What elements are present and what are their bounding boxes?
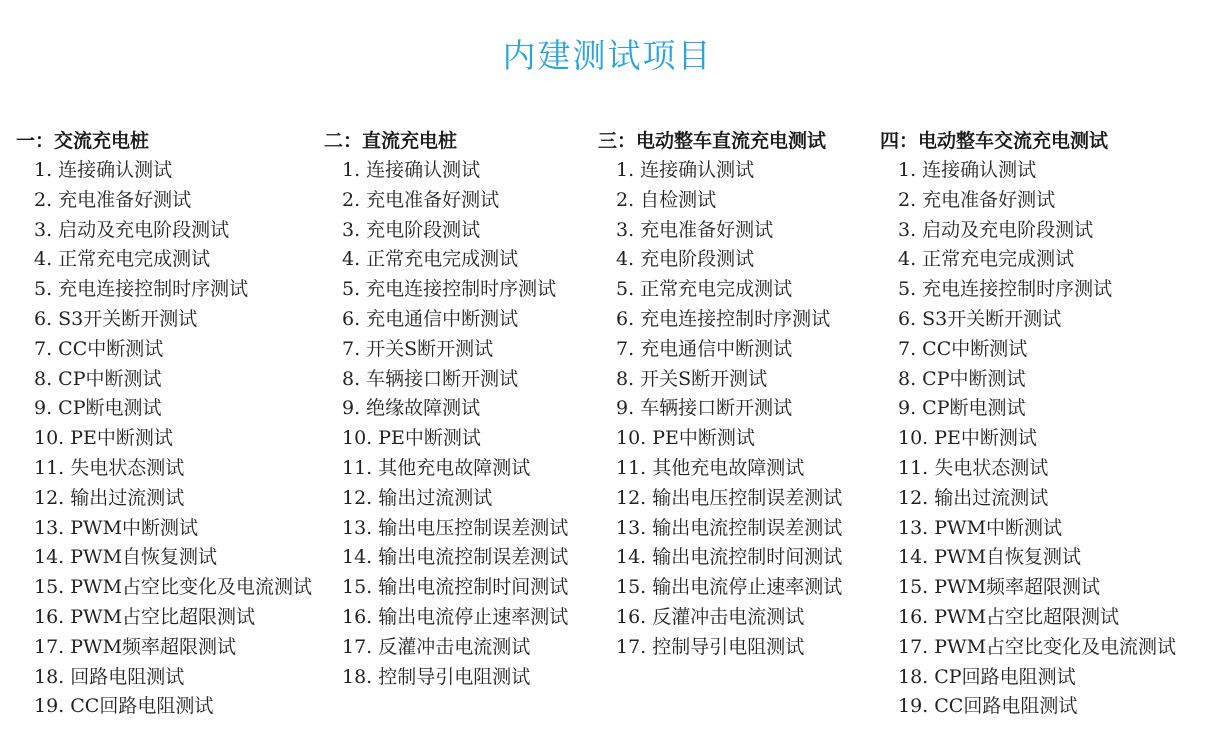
list-item: 3. 启动及充电阶段测试 bbox=[34, 218, 230, 241]
section-heading: 一：交流充电桩 bbox=[16, 130, 150, 152]
list-item: 4. 正常充电完成测试 bbox=[34, 248, 211, 271]
list-item: 7. CC中断测试 bbox=[34, 337, 164, 360]
list-item: 7. 开关S断开测试 bbox=[342, 337, 494, 360]
list-item: 8. 开关S断开测试 bbox=[616, 367, 768, 390]
list-item: 9. CP断电测试 bbox=[34, 397, 162, 420]
list-item: 15. 输出电流停止速率测试 bbox=[616, 576, 843, 599]
list-item: 1. 连接确认测试 bbox=[898, 159, 1037, 181]
list-item: 4. 正常充电完成测试 bbox=[342, 248, 519, 271]
section-ev-dc-charging-test bbox=[598, 126, 842, 663]
list-item: 13. 输出电流控制误差测试 bbox=[616, 516, 843, 539]
page-title: 内建测试项目 bbox=[502, 36, 713, 75]
list-item: 8. CP中断测试 bbox=[34, 367, 162, 390]
list-item: 9. 绝缘故障测试 bbox=[342, 397, 481, 420]
list-item: 13. 输出电压控制误差测试 bbox=[342, 516, 569, 539]
list-item: 12. 输出过流测试 bbox=[898, 486, 1049, 509]
test-item-list bbox=[598, 156, 842, 663]
list-item: 14. PWM自恢复测试 bbox=[34, 546, 218, 569]
test-item-list bbox=[16, 156, 312, 722]
list-item: 10. PE中断测试 bbox=[34, 427, 173, 450]
list-item: 11. 其他充电故障测试 bbox=[616, 456, 805, 479]
list-item: 3. 充电阶段测试 bbox=[342, 218, 481, 241]
section-ev-ac-charging-test bbox=[880, 126, 1176, 722]
section-heading: 二：直流充电桩 bbox=[324, 130, 458, 152]
list-item: 18. 控制导引电阻测试 bbox=[342, 665, 531, 688]
list-item: 10. PE中断测试 bbox=[898, 427, 1037, 450]
list-item: 11. 失电状态测试 bbox=[898, 456, 1049, 479]
list-item: 6. S3开关断开测试 bbox=[898, 307, 1062, 330]
list-item: 18. CP回路电阻测试 bbox=[898, 665, 1076, 688]
list-item: 5. 正常充电完成测试 bbox=[616, 278, 793, 301]
list-item: 4. 正常充电完成测试 bbox=[898, 248, 1075, 271]
test-item-list bbox=[880, 156, 1176, 722]
list-item: 8. 车辆接口断开测试 bbox=[342, 367, 519, 390]
list-item: 17. 反灌冲击电流测试 bbox=[342, 635, 531, 658]
section-heading: 三：电动整车直流充电测试 bbox=[598, 130, 827, 152]
list-item: 9. 车辆接口断开测试 bbox=[616, 397, 793, 420]
section-heading: 四：电动整车交流充电测试 bbox=[880, 130, 1109, 152]
list-item: 2. 充电准备好测试 bbox=[34, 188, 192, 211]
list-item: 6. S3开关断开测试 bbox=[34, 307, 198, 330]
list-item: 5. 充电连接控制时序测试 bbox=[34, 278, 249, 301]
section-ac-charging-pile bbox=[16, 126, 312, 722]
list-item: 3. 启动及充电阶段测试 bbox=[898, 218, 1094, 241]
list-item: 12. 输出电压控制误差测试 bbox=[616, 486, 843, 509]
list-item: 2. 自检测试 bbox=[616, 188, 717, 211]
list-item: 19. CC回路电阻测试 bbox=[34, 695, 214, 718]
list-item: 16. PWM占空比超限测试 bbox=[34, 605, 256, 628]
list-item: 5. 充电连接控制时序测试 bbox=[342, 278, 557, 301]
list-item: 14. 输出电流控制误差测试 bbox=[342, 546, 569, 569]
list-item: 5. 充电连接控制时序测试 bbox=[898, 278, 1113, 301]
list-item: 17. PWM频率超限测试 bbox=[34, 635, 237, 658]
test-item-list bbox=[324, 156, 568, 692]
list-item: 12. 输出过流测试 bbox=[34, 486, 185, 509]
list-item: 15. 输出电流控制时间测试 bbox=[342, 576, 569, 599]
list-item: 7. 充电通信中断测试 bbox=[616, 337, 793, 360]
list-item: 17. 控制导引电阻测试 bbox=[616, 635, 805, 658]
list-item: 19. CC回路电阻测试 bbox=[898, 695, 1078, 718]
list-item: 17. PWM占空比变化及电流测试 bbox=[898, 635, 1177, 658]
list-item: 6. 充电连接控制时序测试 bbox=[616, 307, 831, 330]
list-item: 9. CP断电测试 bbox=[898, 397, 1026, 420]
list-item: 11. 失电状态测试 bbox=[34, 456, 185, 479]
list-item: 18. 回路电阻测试 bbox=[34, 665, 185, 688]
list-item: 1. 连接确认测试 bbox=[342, 159, 481, 181]
list-item: 15. PWM频率超限测试 bbox=[898, 576, 1101, 599]
list-item: 16. 反灌冲击电流测试 bbox=[616, 605, 805, 628]
list-item: 14. PWM自恢复测试 bbox=[898, 546, 1082, 569]
section-dc-charging-pile bbox=[324, 126, 568, 692]
list-item: 16. PWM占空比超限测试 bbox=[898, 605, 1120, 628]
list-item: 11. 其他充电故障测试 bbox=[342, 456, 531, 479]
list-item: 12. 输出过流测试 bbox=[342, 486, 493, 509]
list-item: 3. 充电准备好测试 bbox=[616, 218, 774, 241]
list-item: 1. 连接确认测试 bbox=[34, 159, 173, 181]
list-item: 7. CC中断测试 bbox=[898, 337, 1028, 360]
list-item: 2. 充电准备好测试 bbox=[898, 188, 1056, 211]
list-item: 2. 充电准备好测试 bbox=[342, 188, 500, 211]
list-item: 13. PWM中断测试 bbox=[898, 516, 1063, 539]
list-item: 13. PWM中断测试 bbox=[34, 516, 199, 539]
list-item: 4. 充电阶段测试 bbox=[616, 248, 755, 271]
list-item: 15. PWM占空比变化及电流测试 bbox=[34, 576, 313, 599]
list-item: 1. 连接确认测试 bbox=[616, 159, 755, 181]
list-item: 6. 充电通信中断测试 bbox=[342, 307, 519, 330]
list-item: 16. 输出电流停止速率测试 bbox=[342, 605, 569, 628]
list-item: 14. 输出电流控制时间测试 bbox=[616, 546, 843, 569]
list-item: 8. CP中断测试 bbox=[898, 367, 1026, 390]
list-item: 10. PE中断测试 bbox=[616, 427, 755, 450]
list-item: 10. PE中断测试 bbox=[342, 427, 481, 450]
